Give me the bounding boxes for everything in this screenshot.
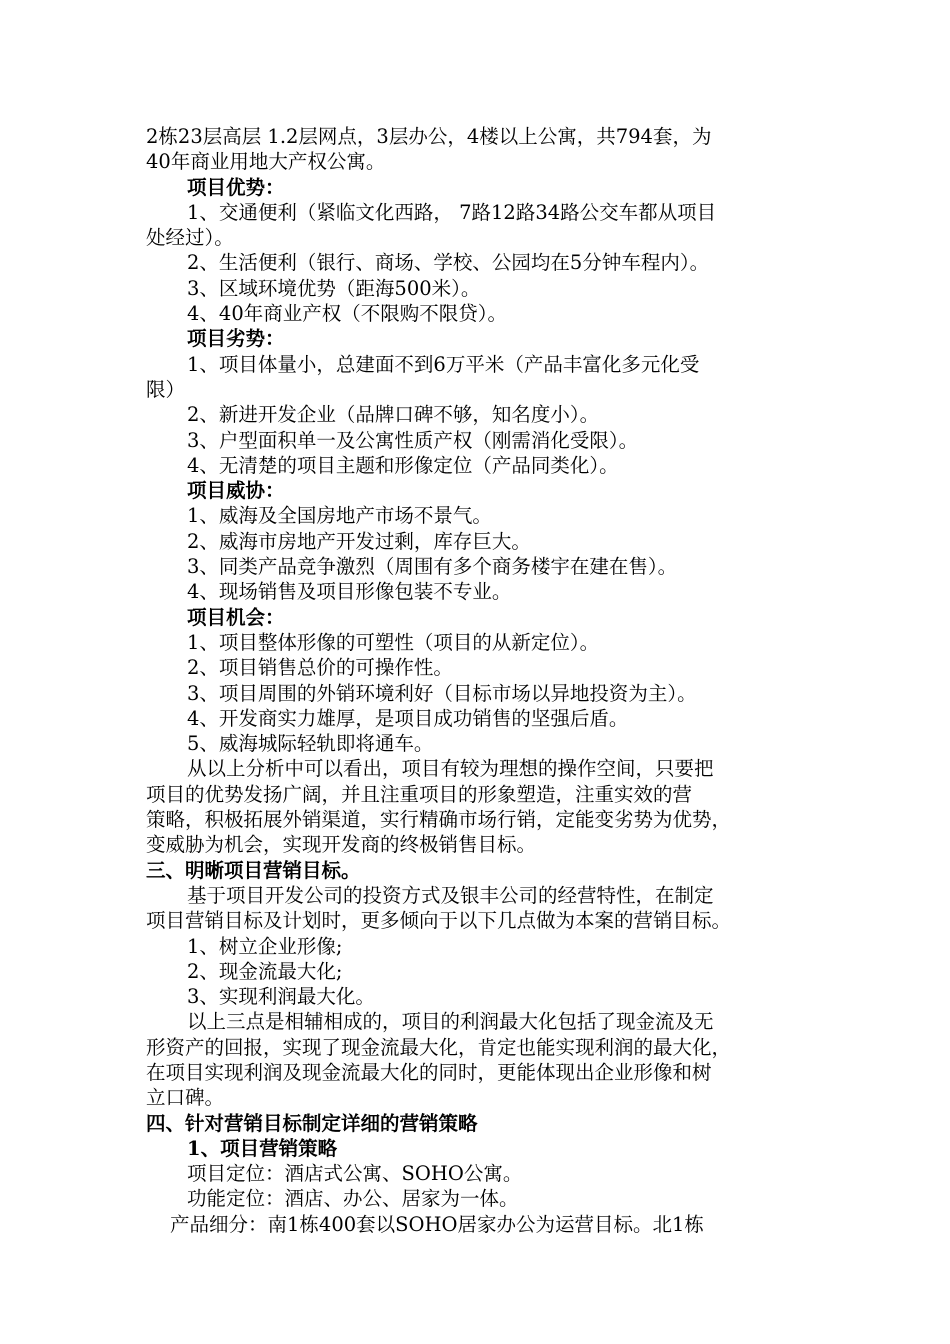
text-line: 3、同类产品竞争激烈（周围有多个商务楼宇在建在售）。 bbox=[187, 555, 678, 579]
section-heading: 项目机会： bbox=[187, 605, 285, 629]
text-line: 功能定位：酒店、办公、居家为一体。 bbox=[187, 1187, 519, 1211]
section-heading: 四、针对营销目标制定详细的营销策略 bbox=[146, 1111, 478, 1135]
text-line: 5、威海城际轻轨即将通车。 bbox=[187, 732, 434, 756]
text-line: 限） bbox=[146, 377, 186, 401]
text-line: 以上三点是相辅相成的，项目的利润最大化包括了现金流及无 bbox=[187, 1010, 714, 1034]
text-line: 项目的优势发扬广阔，并且注重项目的形象塑造，注重实效的营 bbox=[146, 782, 693, 806]
section-heading: 1、项目营销策略 bbox=[187, 1136, 338, 1160]
section-heading: 项目劣势： bbox=[187, 327, 285, 351]
text-line: 1、项目整体形像的可塑性（项目的从新定位）。 bbox=[187, 630, 600, 654]
text-line: 基于项目开发公司的投资方式及银丰公司的经营特性，在制定 bbox=[187, 883, 714, 907]
text-line: 2、新进开发企业（品牌口碑不够，知名度小）。 bbox=[187, 403, 600, 427]
section-heading: 项目优势： bbox=[187, 175, 285, 199]
text-line: 在项目实现利润及现金流最大化的同时，更能体现出企业形像和树 bbox=[146, 1060, 712, 1084]
text-line: 40年商业用地大产权公寓。 bbox=[146, 150, 386, 174]
text-line: 1、树立企业形像; bbox=[187, 934, 343, 958]
text-line: 2、项目销售总价的可操作性。 bbox=[187, 656, 453, 680]
text-line: 1、威海及全国房地产市场不景气。 bbox=[187, 504, 492, 528]
text-line: 3、户型面积单一及公寓性质产权（刚需消化受限）。 bbox=[187, 428, 639, 452]
text-line: 策略，积极拓展外销渠道，实行精确市场行销，定能变劣势为优势， bbox=[146, 808, 732, 832]
text-line: 项目定位：酒店式公寓、SOHO公寓。 bbox=[187, 1162, 523, 1186]
text-line: 2、生活便利（银行、商场、学校、公园均在5分钟车程内）。 bbox=[187, 251, 710, 275]
text-line: 1、项目体量小，总建面不到6万平米（产品丰富化多元化受 bbox=[187, 352, 700, 376]
text-line: 2栋23层高层 1.2层网点，3层办公，4楼以上公寓，共794套，为 bbox=[146, 125, 712, 148]
text-line: 从以上分析中可以看出，项目有较为理想的操作空间，只要把 bbox=[187, 757, 714, 781]
text-line: 变威胁为机会，实现开发商的终极销售目标。 bbox=[146, 833, 537, 857]
text-line: 处经过）。 bbox=[146, 226, 234, 250]
text-line: 形资产的回报，实现了现金流最大化，肯定也能实现利润的最大化， bbox=[146, 1035, 732, 1059]
text-line: 2、现金流最大化; bbox=[187, 959, 343, 983]
text-line: 3、实现利润最大化。 bbox=[187, 985, 375, 1009]
text-line: 4、无清楚的项目主题和形像定位（产品同类化）。 bbox=[187, 453, 619, 477]
text-line: 1、交通便利（紧临文化西路， 7路12路34路公交车都从项目 bbox=[187, 200, 717, 224]
text-line: 项目营销目标及计划时，更多倾向于以下几点做为本案的营销目标。 bbox=[146, 909, 732, 933]
text-line: 3、项目周围的外销环境利好（目标市场以异地投资为主）。 bbox=[187, 681, 697, 705]
section-heading: 三、明晰项目营销目标。 bbox=[146, 858, 361, 882]
text-line: 立口碑。 bbox=[146, 1086, 225, 1110]
text-line: 4、开发商实力雄厚，是项目成功销售的坚强后盾。 bbox=[187, 706, 629, 730]
document-body bbox=[146, 124, 818, 1237]
text-line: 产品细分：南1栋400套以SOHO居家办公为运营目标。北1栋 bbox=[170, 1212, 704, 1236]
section-heading: 项目威协： bbox=[187, 479, 285, 503]
text-line: 3、区域环境优势（距海500米）。 bbox=[187, 276, 481, 300]
text-line: 4、40年商业产权（不限购不限贷）。 bbox=[187, 302, 507, 326]
text-line: 2、威海市房地产开发过剩，库存巨大。 bbox=[187, 529, 531, 553]
text-line: 4、现场销售及项目形像包装不专业。 bbox=[187, 580, 512, 604]
